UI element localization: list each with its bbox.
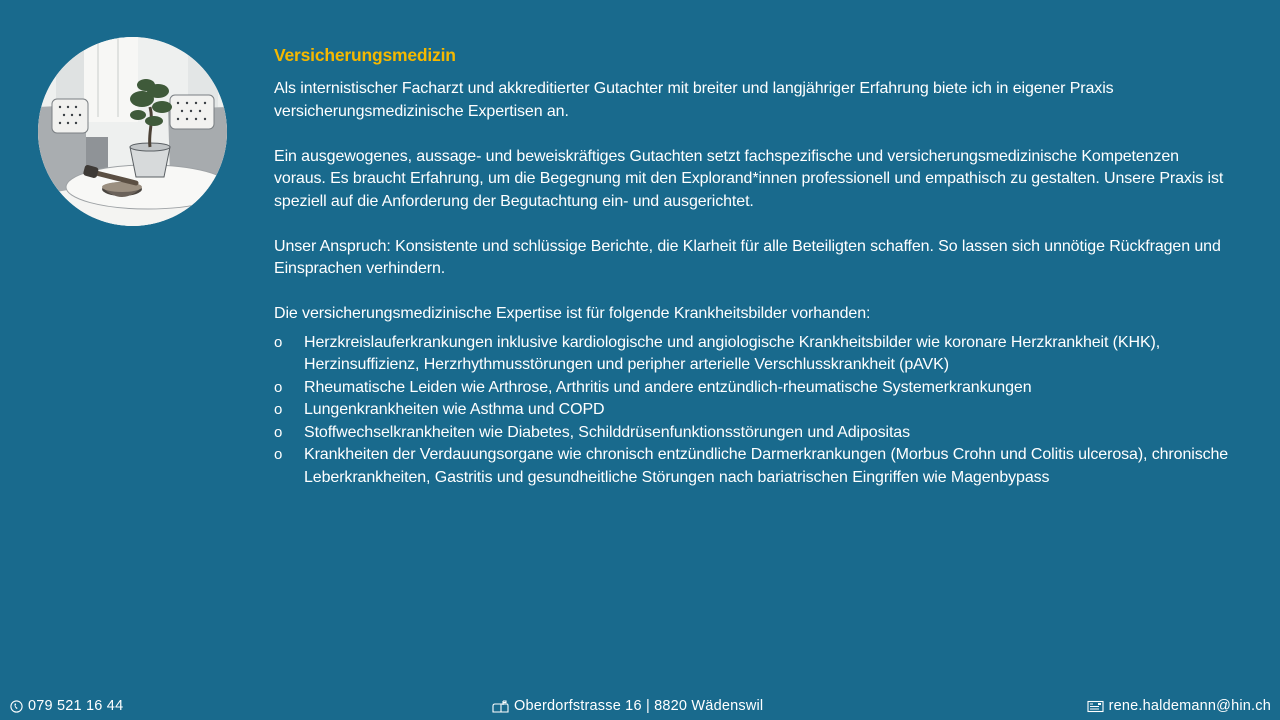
bullet-circle-icon: o: [274, 423, 283, 441]
list-item-text: Herzkreislauferkrankungen inklusive kardiologische und angiologische Krankheitsbilder wie koronare Herzkrankheit (KHK), Herzinsuffizienz, Herzrhythmusstörungen und peripher arterielle Verschlusskrankheit (pAVK): [304, 333, 1161, 373]
list-item-text: Lungenkrankheiten wie Asthma und COPD: [304, 401, 605, 418]
intro-paragraph: Als internistischer Facharzt und akkreditierter Gutachter mit breiter und langjähriger Erfahrung biete ich in eigener Praxis versicherungsmedizinische Expertisen an.: [274, 80, 1114, 120]
list-item: [274, 422, 1234, 445]
list-item: [274, 332, 1234, 377]
email-icon: [1087, 700, 1104, 713]
bullet-circle-icon: o: [274, 378, 283, 396]
footer-address: [492, 696, 763, 716]
main-content: [274, 44, 1234, 489]
footer-address-text: Oberdorfstrasse 16 | 8820 Wädenswil: [514, 698, 764, 714]
bullet-circle-icon: o: [274, 401, 283, 418]
section-heading: Versicherungsmedizin: [274, 45, 456, 65]
list-item: [274, 399, 1234, 422]
bullet-circle-icon: o: [274, 446, 283, 463]
phone-icon: [10, 700, 23, 713]
footer-email-text: rene.haldemann@hin.ch: [1108, 698, 1271, 714]
footer-phone-link[interactable]: [10, 696, 123, 716]
list-item: [274, 444, 1234, 489]
practice-room-photo: [38, 37, 227, 226]
disease-list: [274, 332, 1234, 490]
list-intro-paragraph: Die versicherungsmedizinische Expertise ist für folgende Krankheitsbilder vorhanden:: [274, 305, 871, 322]
footer-bar: [0, 696, 1280, 716]
footer-phone-text: 079 521 16 44: [28, 698, 124, 714]
expertise-paragraph: Ein ausgewogenes, aussage- und beweiskräftiges Gutachten setzt fachspezifische und versicherungsmedizinische Kompetenzen voraus. Es braucht Erfahrung, um die Begegnung mit den Explorand*innen professionell und empathisch zu gestalten. Unsere Praxis ist speziell auf die Anforderung der Begutachtung ein- und ausgerichtet.: [274, 147, 1224, 210]
footer-email-link[interactable]: [1087, 696, 1271, 716]
list-item-text: Rheumatische Leiden wie Arthrose, Arthritis und andere entzündlich-rheumatische Systemerkrankungen: [304, 378, 1032, 396]
mailbox-icon: [492, 700, 509, 713]
list-item: [274, 377, 1234, 400]
bullet-circle-icon: o: [274, 333, 283, 351]
list-item-text: Stoffwechselkrankheiten wie Diabetes, Schilddrüsenfunktionsstörungen und Adipositas: [304, 423, 911, 441]
claim-paragraph: Unser Anspruch: Konsistente und schlüssige Berichte, die Klarheit für alle Beteiligten schaffen. So lassen sich unnötige Rückfragen und Einsprachen verhindern.: [274, 237, 1221, 277]
list-item-text: Krankheiten der Verdauungsorgane wie chronisch entzündliche Darmerkrankungen (Morbus Crohn und Colitis ulcerosa), chronische Leberkrankheiten, Gastritis und gesundheitliche Störungen nach bariatrischen Eingriffen wie Magenbypass: [304, 446, 1229, 486]
